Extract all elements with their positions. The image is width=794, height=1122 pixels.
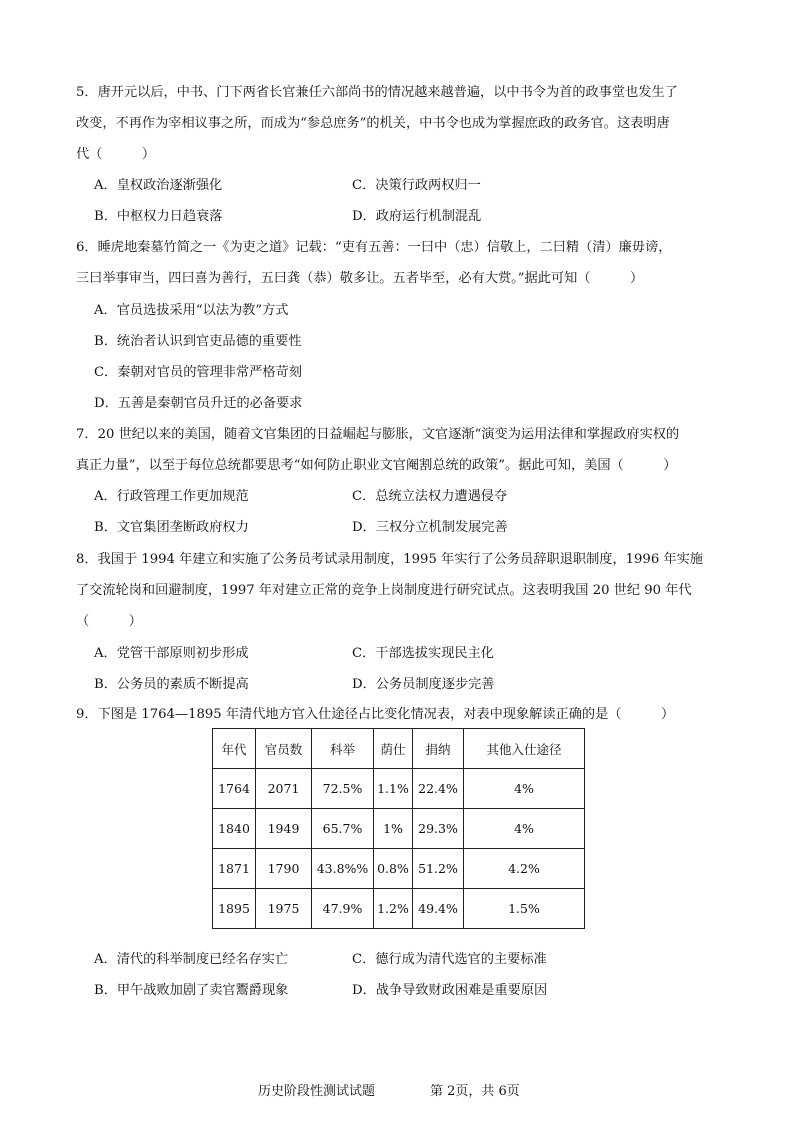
table-header-row bbox=[213, 729, 585, 769]
table-cell: 4% bbox=[464, 809, 585, 849]
table-header-cell: 科举 bbox=[312, 729, 374, 769]
table-cell: 1840 bbox=[213, 809, 256, 849]
q5-line-3: 代（ ） bbox=[76, 147, 156, 162]
q7-option-a: A．行政管理工作更加规范 bbox=[94, 489, 249, 504]
official-entry-table bbox=[212, 728, 585, 929]
table-cell: 1949 bbox=[256, 809, 312, 849]
table-cell: 1.2% bbox=[374, 889, 413, 929]
q7-option-d: D．三权分立机制发展完善 bbox=[352, 520, 508, 535]
table-cell: 1975 bbox=[256, 889, 312, 929]
table-cell: 49.4% bbox=[413, 889, 464, 929]
table-cell: 72.5% bbox=[312, 769, 374, 809]
table-cell: 22.4% bbox=[413, 769, 464, 809]
q7-option-c: C．总统立法权力遭遇侵夺 bbox=[352, 489, 508, 504]
footer-title: 历史阶段性测试试题 bbox=[258, 1084, 376, 1099]
q8-option-b: B．公务员的素质不断提高 bbox=[94, 677, 249, 692]
table-cell: 2071 bbox=[256, 769, 312, 809]
q7-line-2: 真正力量”，以至于每位总统都要思考“如何防止职业文官阉割总统的政策”。据此可知，美国（ ） bbox=[76, 458, 677, 473]
table-cell: 0.8% bbox=[374, 849, 413, 889]
q6-line-1: 6．睡虎地秦墓竹简之一《为吏之道》记载：“吏有五善：一曰中（忠）信敬上，二曰精（清）廉毋谤， bbox=[76, 240, 672, 255]
table-cell: 1895 bbox=[213, 889, 256, 929]
table-header-cell: 其他入仕途径 bbox=[464, 729, 585, 769]
table-row bbox=[213, 809, 585, 849]
q5-option-d: D．政府运行机制混乱 bbox=[352, 209, 482, 224]
q5-line-1: 5．唐开元以后，中书、门下两省长官兼任六部尚书的情况越来越普遍，以中书令为首的政事堂也发生了 bbox=[76, 85, 678, 100]
q6-option-a: A．官员选拔采用“以法为教”方式 bbox=[94, 303, 289, 318]
table-cell: 47.9% bbox=[312, 889, 374, 929]
footer-page-number: 第 2页，共 6页 bbox=[430, 1084, 520, 1099]
table-row bbox=[213, 769, 585, 809]
table-cell: 29.3% bbox=[413, 809, 464, 849]
table-cell: 43.8%% bbox=[312, 849, 374, 889]
q9-option-c: C．德行成为清代选官的主要标准 bbox=[352, 952, 547, 967]
table-row bbox=[213, 889, 585, 929]
table-row bbox=[213, 849, 585, 889]
q6-option-c: C．秦朝对官员的管理非常严格苛刻 bbox=[94, 365, 302, 380]
q9-line-1: 9．下图是 1764—1895 年清代地方官入仕途径占比变化情况表，对表中现象解读正确的是（ ） bbox=[76, 707, 675, 722]
table-cell: 1.5% bbox=[464, 889, 585, 929]
q9-option-d: D．战争导致财政困难是重要原因 bbox=[352, 983, 548, 998]
q6-option-b: B．统治者认识到官吏品德的重要性 bbox=[94, 334, 302, 349]
table-cell: 1% bbox=[374, 809, 413, 849]
q8-option-a: A．党管干部原则初步形成 bbox=[94, 646, 249, 661]
table-cell: 1871 bbox=[213, 849, 256, 889]
table-cell: 1.1% bbox=[374, 769, 413, 809]
table-cell: 1764 bbox=[213, 769, 256, 809]
q8-option-d: D．公务员制度逐步完善 bbox=[352, 677, 495, 692]
q9-option-a: A．清代的科举制度已经名存实亡 bbox=[94, 952, 289, 967]
q8-line-3: （ ） bbox=[76, 614, 142, 629]
q9-option-b: B．甲午战败加剧了卖官鬻爵现象 bbox=[94, 983, 289, 998]
q7-line-1: 7．20 世纪以来的美国，随着文官集团的日益崛起与膨胀，文官逐渐“演变为运用法律和掌握政府实权的 bbox=[76, 427, 680, 442]
table-header-cell: 捐纳 bbox=[413, 729, 464, 769]
table-header-cell: 官员数 bbox=[256, 729, 312, 769]
q5-line-2: 改变，不再作为宰相议事之所，而成为“参总庶务”的机关，中书令也成为掌握庶政的政务官。这表明唐 bbox=[76, 116, 670, 131]
q5-option-c: C．决策行政两权归一 bbox=[352, 178, 481, 193]
q8-line-2: 了交流轮岗和回避制度，1997 年对建立正常的竞争上岗制度进行研究试点。这表明我国 20 世纪 90 年代 bbox=[76, 583, 692, 598]
table-cell: 1790 bbox=[256, 849, 312, 889]
table-header-cell: 荫仕 bbox=[374, 729, 413, 769]
q6-option-d: D．五善是秦朝官员升迁的必备要求 bbox=[94, 396, 303, 411]
q5-option-a: A．皇权政治逐渐强化 bbox=[94, 178, 223, 193]
q6-line-2: 三曰举事审当，四曰喜为善行，五曰龚（恭）敬多让。五者毕至，必有大赏。”据此可知（ ） bbox=[76, 271, 644, 286]
table-header-cell: 年代 bbox=[213, 729, 256, 769]
table-cell: 51.2% bbox=[413, 849, 464, 889]
table-cell: 4.2% bbox=[464, 849, 585, 889]
q7-option-b: B．文官集团垄断政府权力 bbox=[94, 520, 249, 535]
q5-option-b: B．中枢权力日趋衰落 bbox=[94, 209, 223, 224]
q8-option-c: C．干部选拔实现民主化 bbox=[352, 646, 494, 661]
table-cell: 4% bbox=[464, 769, 585, 809]
table-cell: 65.7% bbox=[312, 809, 374, 849]
q8-line-1: 8．我国于 1994 年建立和实施了公务员考试录用制度，1995 年实行了公务员辞职退职制度，1996 年实施 bbox=[76, 552, 703, 567]
